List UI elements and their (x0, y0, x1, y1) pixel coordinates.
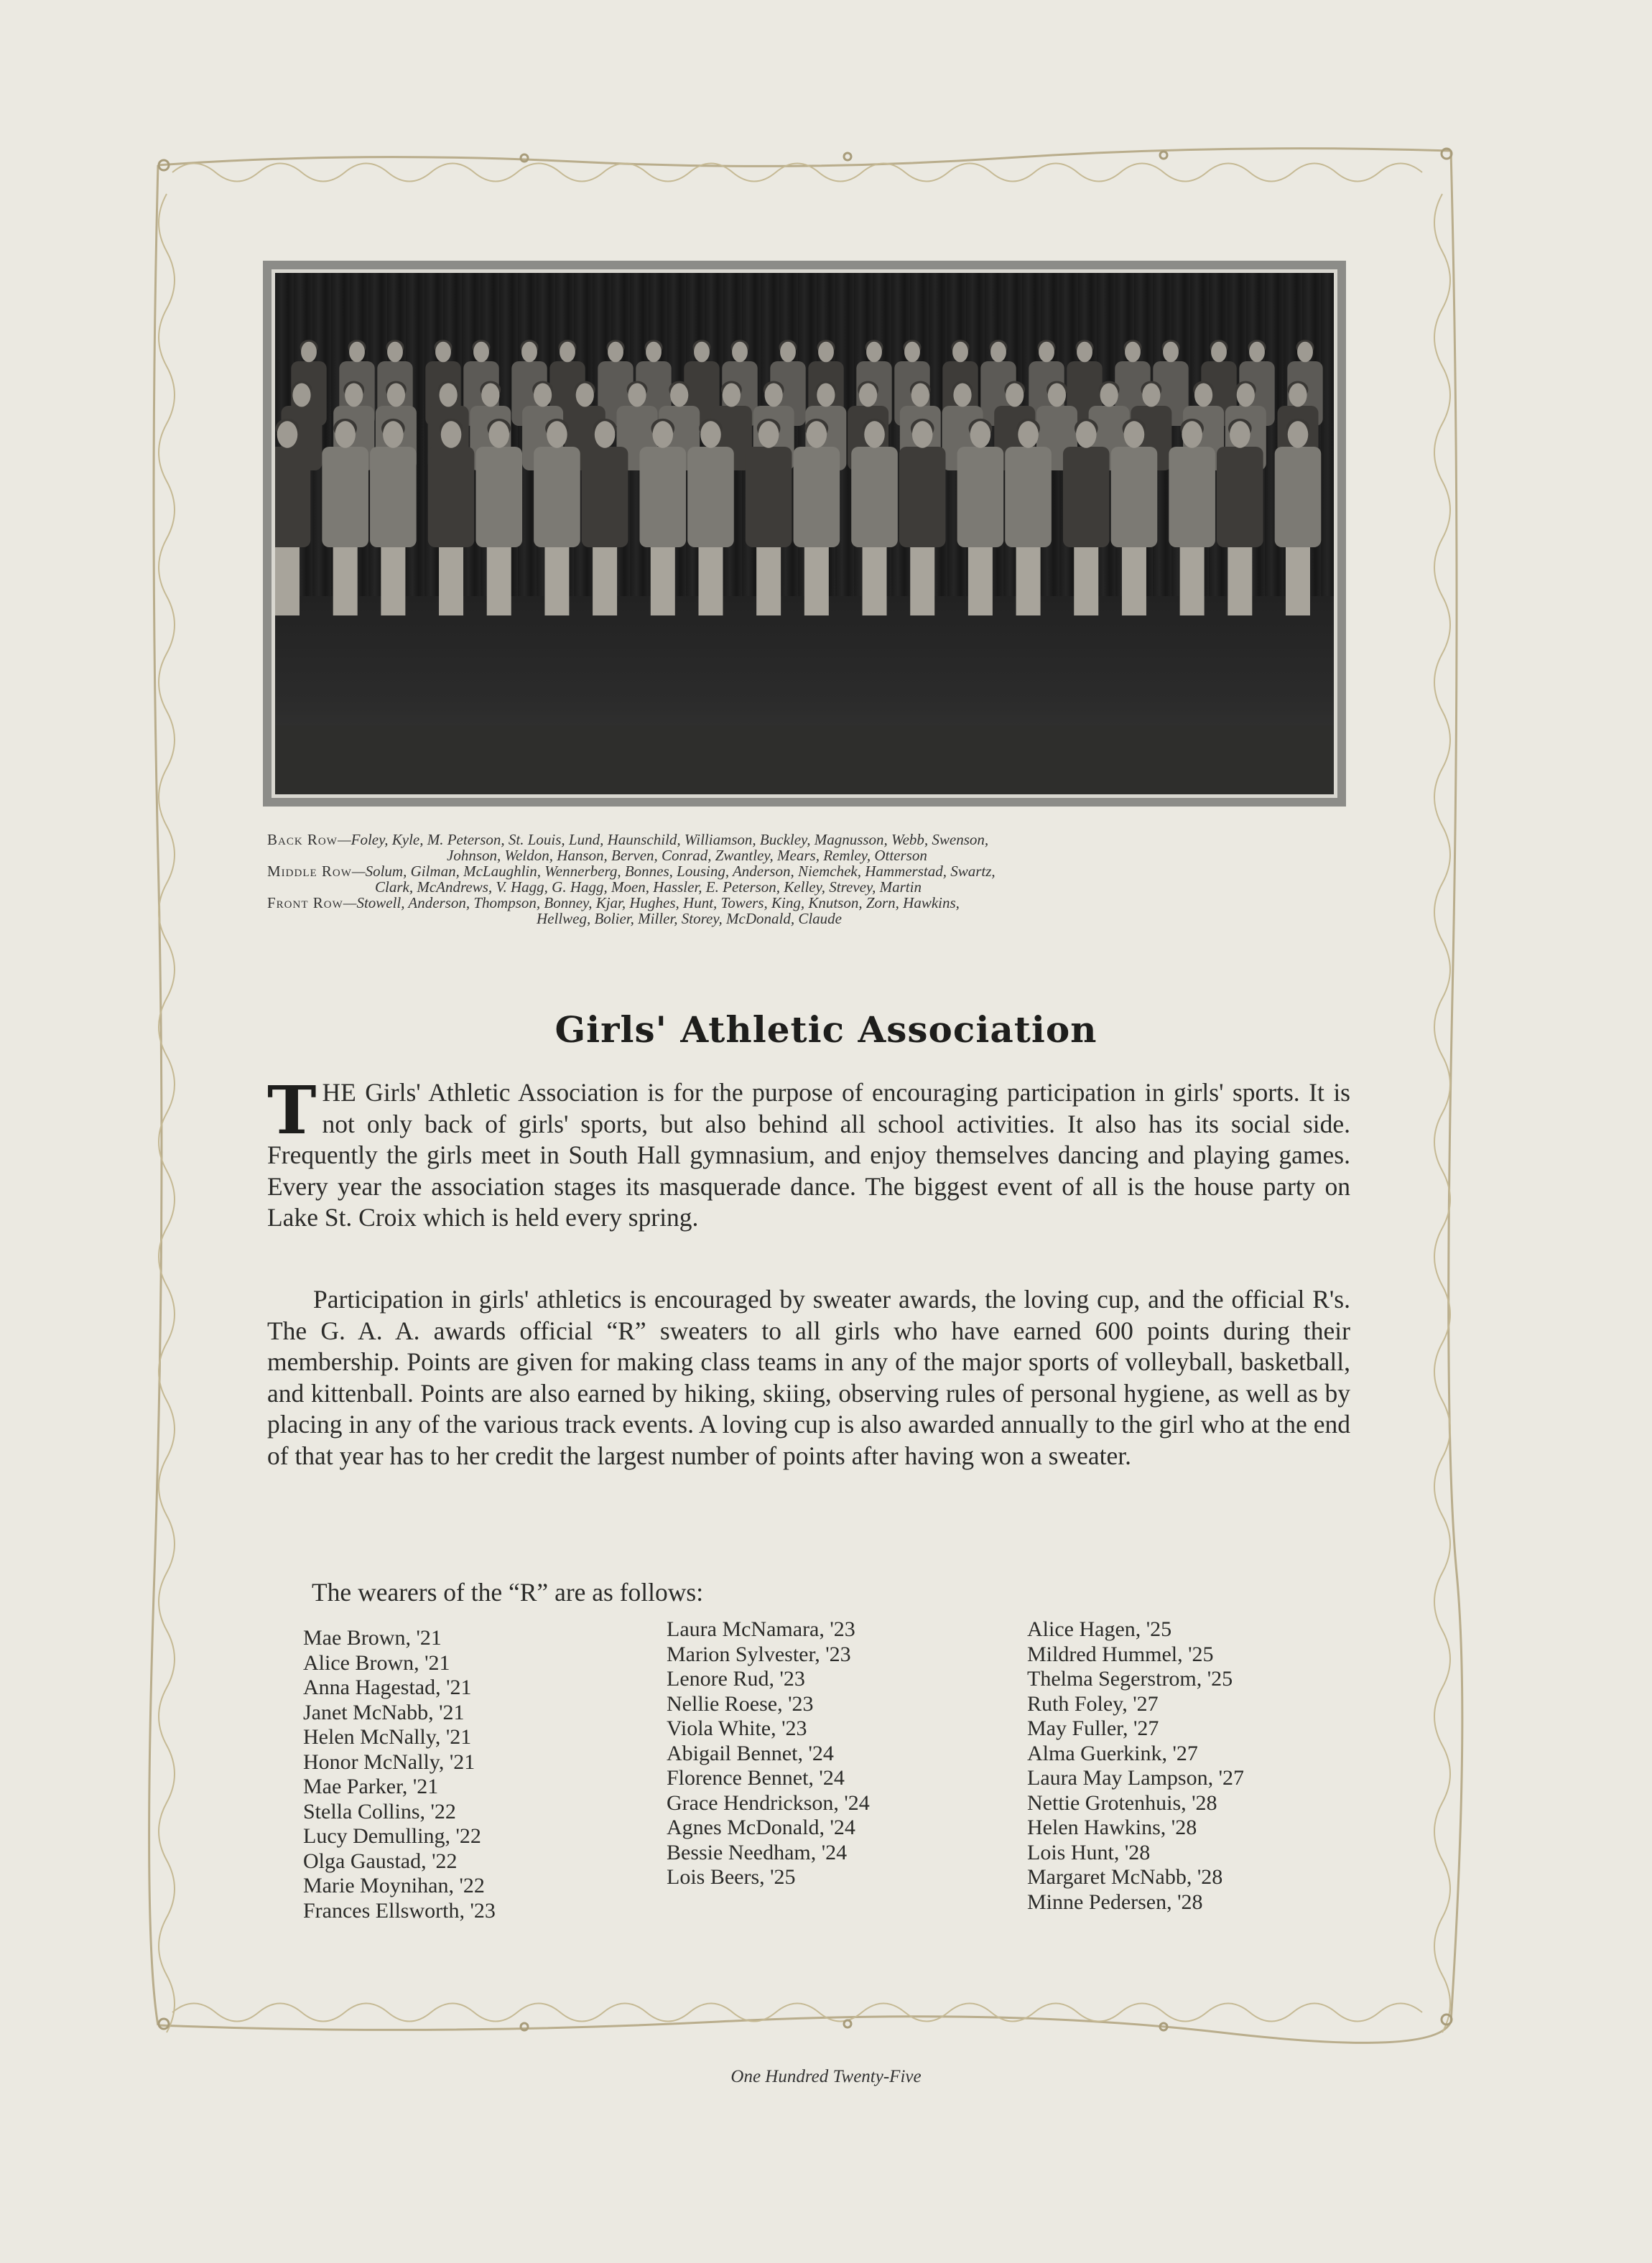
caption-front-label: Front Row (267, 894, 343, 911)
list-item: Mildred Hummel, '25 (1027, 1642, 1214, 1666)
group-photo (263, 261, 1346, 807)
list-item: Abigail Bennet, '24 (667, 1741, 834, 1765)
group-figures (275, 273, 1334, 794)
list-item: Margaret McNabb, '28 (1027, 1865, 1223, 1889)
list-item: Helen Hawkins, '28 (1027, 1816, 1197, 1839)
wearers-column-1 (303, 1626, 496, 1923)
person-figure (746, 419, 792, 615)
list-item: Marie Moynihan, '22 (303, 1874, 485, 1897)
list-item: Lenore Rud, '23 (667, 1667, 805, 1691)
list-item: Laura May Lampson, '27 (1027, 1766, 1244, 1790)
person-figure (1063, 419, 1110, 615)
list-item: Viola White, '23 (667, 1716, 807, 1740)
list-item: Helen McNally, '21 (303, 1725, 472, 1749)
list-item: Lois Hunt, '28 (1027, 1840, 1151, 1864)
caption-back-row (267, 832, 1352, 847)
wearers-column-3 (1027, 1617, 1244, 1915)
wearers-column-2 (667, 1617, 870, 1890)
caption-back-label: Back Row (267, 831, 338, 848)
person-figure (687, 419, 734, 615)
caption-front-line1: —Stowell, Anderson, Thompson, Bonney, Kjar, Hughes, Hunt, Towers, King, Knutson, Zorn, Hawkins, (343, 894, 960, 911)
person-figure (639, 419, 686, 615)
person-figure (582, 419, 628, 615)
photo-caption (267, 832, 1352, 926)
drop-cap: T (267, 1072, 317, 1149)
paragraph-1 (267, 1072, 1350, 1234)
person-figure (275, 419, 310, 615)
list-item: Nellie Roese, '23 (667, 1691, 814, 1716)
list-item: Janet McNabb, '21 (303, 1700, 465, 1724)
list-item: Anna Hagestad, '21 (303, 1676, 472, 1699)
person-figure (1169, 419, 1215, 615)
person-figure (851, 419, 898, 615)
list-item: Lucy Demulling, '22 (303, 1824, 481, 1848)
stage-floor (275, 725, 1334, 794)
list-item: Grace Hendrickson, '24 (667, 1790, 870, 1815)
person-figure (1217, 419, 1263, 615)
caption-middle-label: Middle Row (267, 863, 352, 880)
list-item: Mae Parker, '21 (303, 1775, 439, 1798)
photo-image (272, 269, 1337, 798)
list-item: Olga Gaustad, '22 (303, 1849, 458, 1873)
person-figure (428, 419, 475, 615)
list-item: Lois Beers, '25 (667, 1865, 796, 1889)
list-item: Alice Brown, '21 (303, 1650, 450, 1675)
person-figure (534, 419, 580, 615)
paragraph-2: Participation in girls' athletics is encouraged by sweater awards, the loving cup, and the official R's. The G. A. A. awards official “R” sweaters to all girls who have earned 600 points during their membership. Points are given for making class teams in any of the major sports of volleyball, basketball, and kittenball. Points are also earned by hiking, skiing, observing rules of personal hygiene, as well as by placing in any of the various track events. A loving cup is also awarded annually to the girl who at the end of that year has to her credit the largest number of points after having won a sweater. (267, 1285, 1350, 1470)
person-figure (794, 419, 840, 615)
list-item: Marion Sylvester, '23 (667, 1642, 851, 1666)
list-item: Bessie Needham, '24 (667, 1840, 848, 1864)
paragraph-1-text: HE Girls' Athletic Association is for the purpose of encouraging participation in girls' sports. It is not only back of girls' sports, but also behind all school activities. It also has its social side. Frequently the girls meet in South Hall gymnasium, and enjoy themselves dancing and playing games. Every year the association stages its masquerade dance. The biggest event of all is the house party on Lake St. Croix which is held every spring. (267, 1078, 1350, 1232)
person-figure (475, 419, 522, 615)
list-item: Florence Bennet, '24 (667, 1766, 845, 1790)
list-item: Frances Ellsworth, '23 (303, 1898, 496, 1923)
list-item: Minne Pedersen, '28 (1027, 1890, 1203, 1914)
person-figure (370, 419, 417, 615)
list-item: Alma Guerkink, '27 (1027, 1741, 1198, 1765)
list-item: Honor McNally, '21 (303, 1749, 475, 1774)
list-item: Stella Collins, '22 (303, 1799, 456, 1823)
person-figure (322, 419, 368, 615)
page-title: Girls' Athletic Association (554, 1008, 1098, 1051)
caption-back-line2: Johnson, Weldon, Hanson, Berven, Conrad, Zwantley, Mears, Remley, Otterson (447, 847, 927, 864)
list-item: Alice Hagen, '25 (1027, 1617, 1172, 1641)
list-item: Ruth Foley, '27 (1027, 1691, 1159, 1716)
wearers-intro: The wearers of the “R” are as follows: (312, 1578, 704, 1607)
list-item: Agnes McDonald, '24 (667, 1816, 855, 1839)
list-item: Thelma Segerstrom, '25 (1027, 1667, 1233, 1691)
caption-middle-line1: —Solum, Gilman, McLaughlin, Wennerberg, Bonnes, Lousing, Anderson, Niemchek, Hammerstad, Swartz, (351, 863, 996, 880)
caption-front-line2: Hellweg, Bolier, Miller, Storey, McDonald, Claude (537, 910, 842, 927)
page-number: One Hundred Twenty-Five (730, 2067, 922, 2086)
person-figure (957, 419, 1004, 615)
caption-back-line1: —Foley, Kyle, M. Peterson, St. Louis, Lund, Haunschild, Williamson, Buckley, Magnusson, Webb, Swenson, (337, 831, 989, 848)
person-figure (1111, 419, 1158, 615)
caption-middle-line2: Clark, McAndrews, V. Hagg, G. Hagg, Moen, Hassler, E. Peterson, Kelley, Strevey, Martin (375, 878, 922, 896)
caption-front-row (267, 895, 1352, 911)
list-item: May Fuller, '27 (1027, 1716, 1159, 1740)
person-figure (1005, 419, 1052, 615)
person-figure (899, 419, 946, 615)
list-item: Mae Brown, '21 (303, 1626, 442, 1650)
caption-middle-row (267, 863, 1352, 879)
list-item: Laura McNamara, '23 (667, 1617, 855, 1641)
person-figure (1275, 419, 1322, 615)
list-item: Nettie Grotenhuis, '28 (1027, 1790, 1217, 1815)
